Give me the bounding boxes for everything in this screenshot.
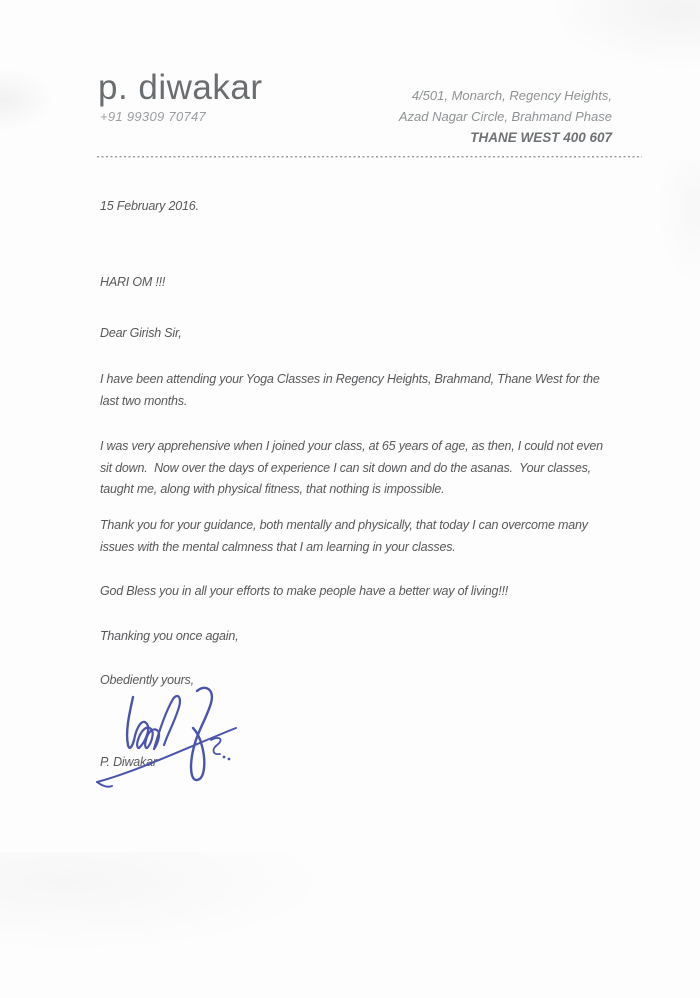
scan-artifact: [660, 160, 700, 280]
address-line-2: Azad Nagar Circle, Brahmand Phase: [398, 109, 612, 124]
sender-address: [399, 85, 612, 148]
sender-name: p. diwakar: [98, 68, 263, 107]
salutation: Dear Girish Sir,: [100, 326, 182, 340]
scan-artifact: [0, 852, 330, 952]
paragraph-4: God Bless you in all your efforts to make people have a better way of living!!!: [100, 584, 509, 598]
paragraph-1: I have been attending your Yoga Classes in Regency Heights, Brahmand, Thane West for the last two months.: [100, 372, 603, 408]
closing-thanks: Thanking you once again,: [100, 629, 239, 643]
signatory-name: P. Diwakar: [100, 755, 157, 769]
address-line-3: THANE WEST 400 607: [470, 130, 612, 145]
sender-phone: +91 99309 70747: [100, 109, 207, 124]
scan-artifact: [0, 70, 50, 130]
paragraph-3: Thank you for your guidance, both mentally and physically, that today I can overcome many issues with the mental calmness that I am learning in your classes.: [100, 518, 592, 554]
address-line-1: 4/501, Monarch, Regency Heights,: [411, 88, 612, 103]
dotted-separator: [97, 156, 642, 158]
paragraph-2: I was very apprehensive when I joined your class, at 65 years of age, as then, I could not even sit down. Now over the days of experience I can sit down and do the asanas. Your classes, taught me, along with physical fitness, that nothing is impossible.: [100, 439, 607, 496]
handwritten-signature: [93, 683, 243, 793]
scan-artifact: [550, 0, 700, 70]
letter-date: 15 February 2016.: [100, 199, 199, 213]
invocation: HARI OM !!!: [100, 275, 166, 289]
valediction: Obediently yours,: [100, 673, 194, 687]
